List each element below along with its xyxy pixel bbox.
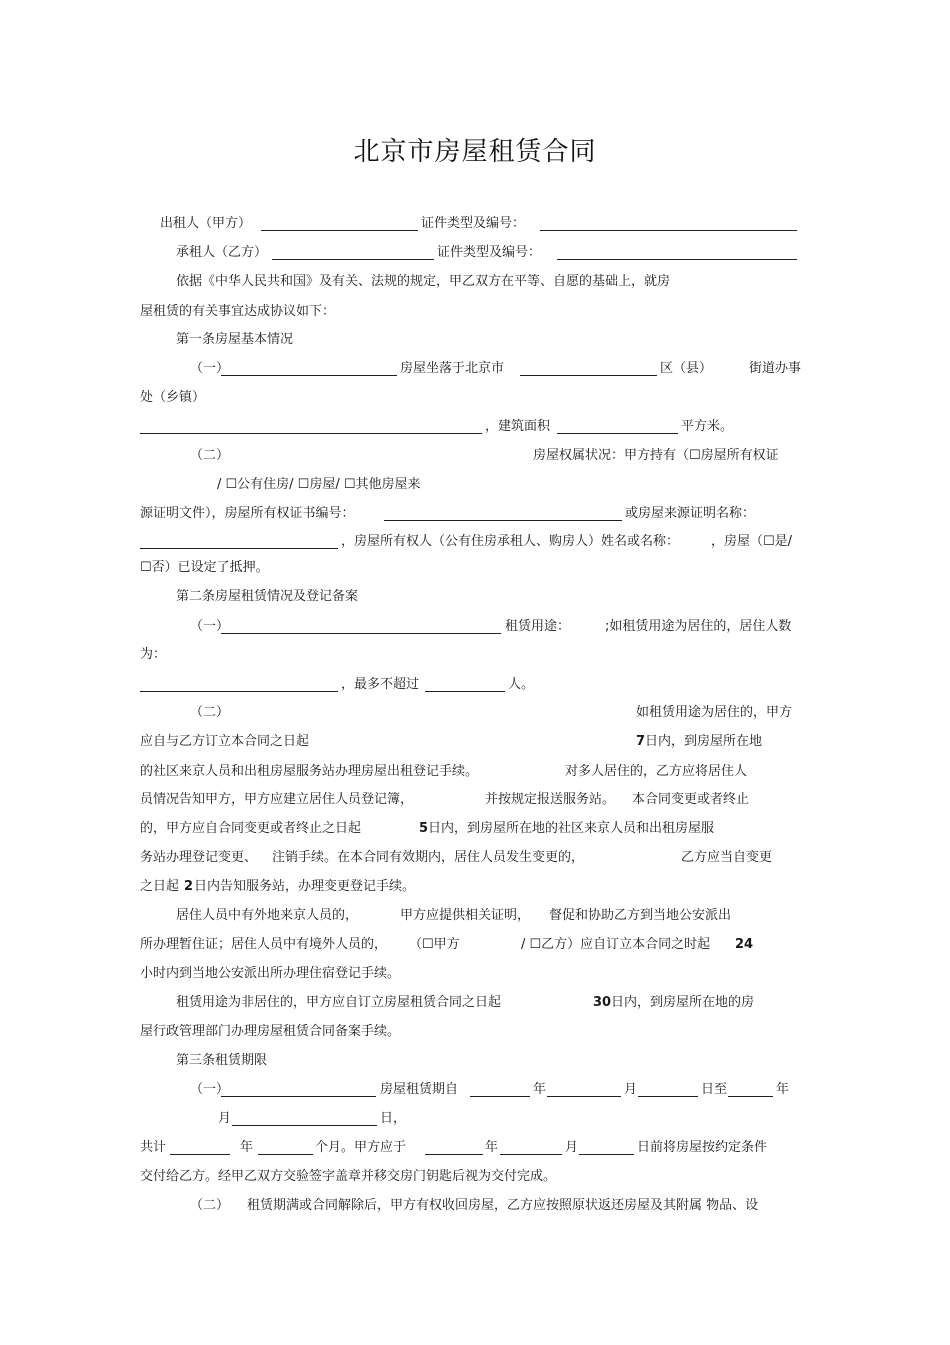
preamble-line-2: 屋租赁的有关事宜达成协议如下： xyxy=(140,304,336,319)
clause-label: （二） xyxy=(190,705,230,720)
party-a-option: （☐甲方 xyxy=(409,937,460,952)
filing-text: 日内，到房屋所在地的房 xyxy=(611,995,755,1010)
residence-text: 小时内到当地公安派出所办理住宿登记手续。 xyxy=(140,966,401,981)
filing-days: 30 xyxy=(593,995,612,1010)
mortgage-option: ☐否）已设定了抵押。 xyxy=(140,560,269,575)
residence-text: 督促和协助乙方到当地公安派出 xyxy=(549,908,732,923)
preamble-line-1: 依据《中华人民共和国》及有关、法规的规定，甲乙双方在平等、自愿的基础上，就房 xyxy=(176,274,671,289)
delivery-day-blank[interactable] xyxy=(579,1141,634,1155)
lessee-blank[interactable] xyxy=(272,246,434,260)
township-label: 处（乡镇） xyxy=(140,390,206,405)
district-label: 区（县） xyxy=(660,361,713,376)
clause-label: （二） xyxy=(190,448,230,463)
total-months-blank[interactable] xyxy=(258,1141,313,1155)
year-label: 年 xyxy=(533,1082,547,1097)
area-blank[interactable] xyxy=(557,420,678,434)
occupants-label: 为： xyxy=(140,647,167,662)
total-label: 共计 xyxy=(140,1140,167,1155)
registration-days: 7 xyxy=(636,734,646,749)
residence-text: 居住人员中有外地来京人员的， xyxy=(176,908,359,923)
month-label: 月 xyxy=(218,1111,232,1126)
article-1-heading: 第一条房屋基本情况 xyxy=(176,332,294,347)
term-from-label: 房屋租赁期自 xyxy=(380,1082,459,1097)
article-3-heading: 第三条租赁期限 xyxy=(176,1053,268,1068)
term-blank[interactable] xyxy=(221,1083,376,1097)
max-occupants-label: ，最多不超过 xyxy=(341,677,420,692)
day-label: 日， xyxy=(380,1111,407,1126)
max-occupants-blank[interactable] xyxy=(425,678,505,692)
clause-label: （一） xyxy=(190,619,230,634)
usage-blank[interactable] xyxy=(221,620,501,634)
delivery-text: 日前将房屋按约定条件 xyxy=(637,1140,768,1155)
registration-text: 的社区来京人员和出租房屋服务站办理房屋出租登记手续。 xyxy=(140,764,479,779)
occupants-text: ;如租赁用途为居住的，居住人数 xyxy=(605,619,792,634)
registration-text: 的，甲方应自合同变更或者终止之日起 xyxy=(140,821,362,836)
start-month-blank[interactable] xyxy=(547,1083,621,1097)
residence-text: 所办理暂住证；居住人员中有境外人员的， xyxy=(140,937,388,952)
delivery-text: 交付给乙方。经甲乙双方交验签字盖章并移交房门钥匙后视为交付完成。 xyxy=(140,1169,557,1184)
mortgage-label: ，房屋（☐是/ xyxy=(711,534,793,549)
filing-text: 租赁用途为非居住的，甲方应自订立房屋租赁合同之日起 xyxy=(176,995,502,1010)
lessor-label: 出租人（甲方） xyxy=(160,216,252,231)
owner-blank[interactable] xyxy=(140,535,338,549)
registration-text: 本合同变更或者终止 xyxy=(632,792,750,807)
district-blank[interactable] xyxy=(520,362,657,376)
subdistrict-label: 街道办事 xyxy=(749,361,802,376)
registration-text: 员情况告知甲方，甲方应建立居住人员登记簿， xyxy=(140,792,414,807)
registration-text: 务站办理登记变更、 xyxy=(140,850,258,865)
end-month-blank[interactable] xyxy=(232,1112,377,1126)
person-unit: 人。 xyxy=(508,677,535,692)
year-label: 年 xyxy=(485,1140,499,1155)
party-b-option: / ☐乙方）应自订立本合同之时起 xyxy=(521,937,711,952)
certificate-label: 源证明文件），房屋所有权证书编号： xyxy=(140,506,355,521)
start-day-blank[interactable] xyxy=(638,1083,698,1097)
certificate-blank[interactable] xyxy=(384,507,622,521)
registration-text: 应自与乙方订立本合同之日起 xyxy=(140,734,310,749)
lessee-id-label: 证件类型及编号： xyxy=(437,245,542,260)
ownership-status-text: 房屋权属状况：甲方持有（☐房屋所有权证 xyxy=(533,448,779,463)
lessee-id-blank[interactable] xyxy=(557,246,797,260)
property-location-text: 房屋坐落于北京市 xyxy=(400,361,505,376)
area-unit: 平方米。 xyxy=(681,419,734,434)
clause-label: （一） xyxy=(190,1082,230,1097)
source-proof-label: 或房屋来源证明名称： xyxy=(625,506,756,521)
registration-text: 日内，到房屋所在地的社区来京人员和出租房屋服 xyxy=(428,821,715,836)
registration-text: 日内，到房屋所在地 xyxy=(645,734,763,749)
delivery-year-blank[interactable] xyxy=(425,1141,483,1155)
registration-text: 注销手续。在本合同有效期内，居住人员发生变更的， xyxy=(272,850,585,865)
start-year-blank[interactable] xyxy=(470,1083,530,1097)
delivery-text: 个月。甲方应于 xyxy=(315,1140,407,1155)
registration-text: 对多人居住的，乙方应将居住人 xyxy=(565,764,748,779)
delivery-month-blank[interactable] xyxy=(500,1141,562,1155)
return-text: 租赁期满或合同解除后，甲方有权收回房屋，乙方应按照原状返还房屋及其附属 物品、设 xyxy=(247,1198,759,1213)
month-label: 月 xyxy=(624,1082,638,1097)
lessee-label: 承租人（乙方） xyxy=(176,245,268,260)
occupants-blank[interactable] xyxy=(140,678,338,692)
registration-text: 并按规定报送服务站。 xyxy=(485,792,616,807)
change-days: 5 xyxy=(419,821,429,836)
hours-value: 24 xyxy=(735,937,754,952)
month-label: 月 xyxy=(565,1140,579,1155)
owner-label: ，房屋所有权人（公有住房承租人、购房人）姓名或名称： xyxy=(341,534,680,549)
clause-label: （一） xyxy=(190,361,230,376)
document-title: 北京市房屋租赁合同 xyxy=(353,137,597,167)
end-year-blank[interactable] xyxy=(728,1083,773,1097)
registration-text: 如租赁用途为居住的，甲方 xyxy=(636,705,793,720)
article-2-heading: 第二条房屋租赁情况及登记备案 xyxy=(176,589,359,604)
usage-label: 租赁用途： xyxy=(505,619,571,634)
lessor-id-blank[interactable] xyxy=(540,217,797,231)
registration-text: 之日起 xyxy=(140,879,180,894)
lessor-blank[interactable] xyxy=(261,217,418,231)
registration-text: 日内告知服务站，办理变更登记手续。 xyxy=(194,879,416,894)
total-years-blank[interactable] xyxy=(170,1141,230,1155)
year-label: 年 xyxy=(240,1140,254,1155)
area-label: ，建筑面积 xyxy=(485,419,551,434)
residence-text: 甲方应提供相关证明， xyxy=(400,908,531,923)
ownership-options: / ☐公有住房/ ☐房屋/ ☐其他房屋来 xyxy=(217,477,421,492)
lessor-id-label: 证件类型及编号： xyxy=(421,216,526,231)
registration-text: 乙方应当自变更 xyxy=(681,850,773,865)
notify-days: 2 xyxy=(184,879,194,894)
address-blank[interactable] xyxy=(140,420,482,434)
property-blank[interactable] xyxy=(221,362,397,376)
filing-text: 屋行政管理部门办理房屋租赁合同备案手续。 xyxy=(140,1024,401,1039)
clause-label: （二） xyxy=(190,1198,230,1213)
year-label: 年 xyxy=(776,1082,790,1097)
day-to-label: 日至 xyxy=(701,1082,728,1097)
